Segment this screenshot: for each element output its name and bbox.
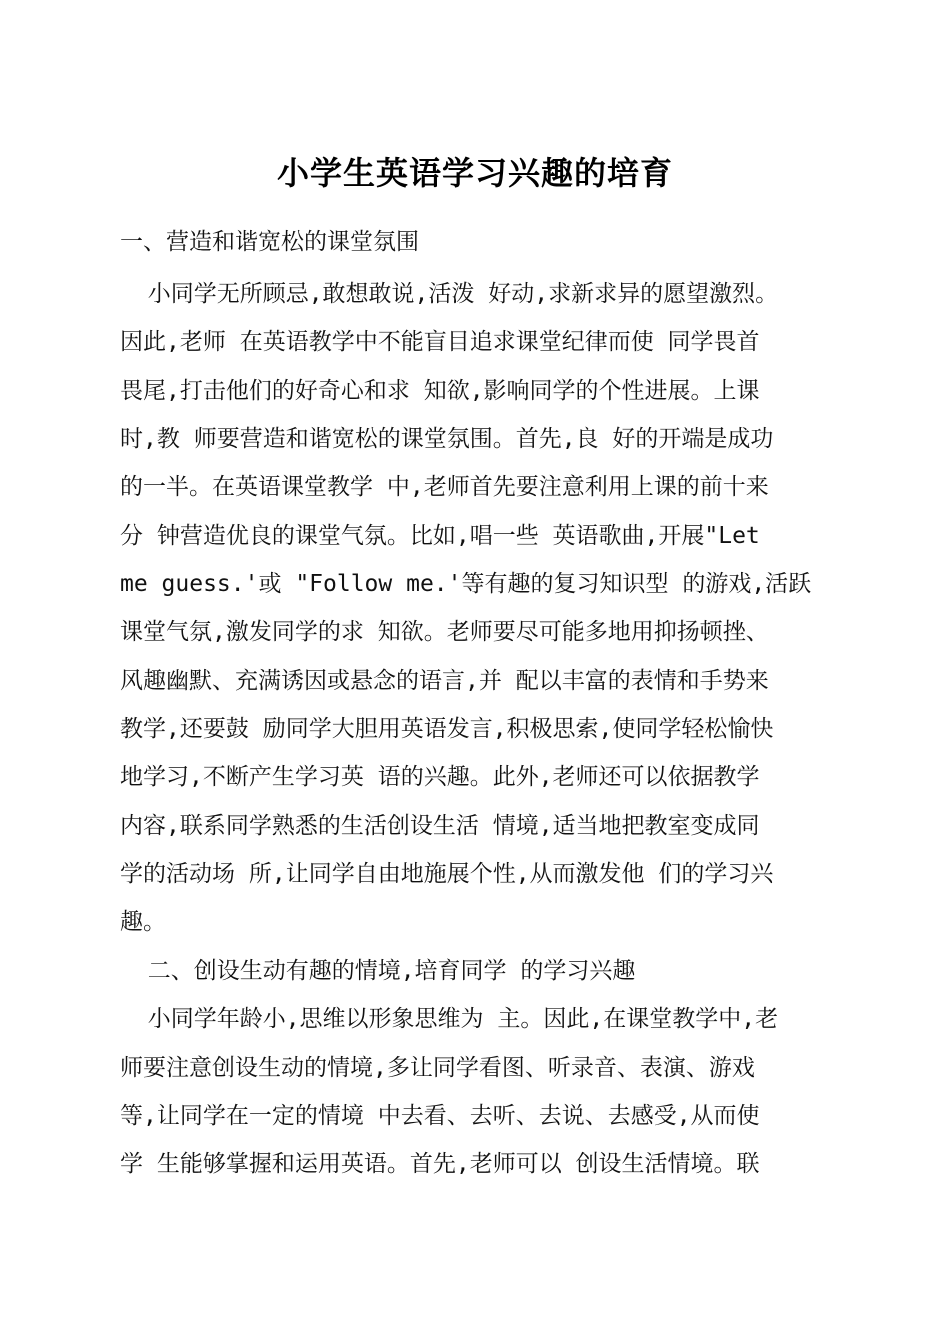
- paragraph-line: 小同学年龄小,思维以形象思维为 主。因此,在课堂教学中,老: [120, 1006, 779, 1032]
- paragraph-line: 地学习,不断产生学习英 语的兴趣。此外,老师还可以依据教学: [120, 764, 760, 790]
- paragraph-line: 等,让同学在一定的情境 中去看、去听、去说、去感受,从而使: [120, 1103, 760, 1129]
- paragraph-line: 学的活动场 所,让同学自由地施展个性,从而激发他 们的学习兴: [120, 861, 774, 887]
- paragraph-line: 畏尾,打击他们的好奇心和求 知欲,影响同学的个性进展。上课: [120, 378, 760, 404]
- paragraph-line: 学 生能够掌握和运用英语。首先,老师可以 创设生活情境。联: [120, 1151, 760, 1177]
- paragraph-line: 因此,老师 在英语教学中不能盲目追求课堂纪律而使 同学畏首: [120, 329, 760, 355]
- paragraph-line: 教学,还要鼓 励同学大胆用英语发言,积极思索,使同学轻松愉快: [120, 716, 774, 742]
- paragraph-line: 时,教 师要营造和谐宽松的课堂氛围。首先,良 好的开端是成功: [120, 426, 774, 452]
- paragraph-line: 的一半。在英语课堂教学 中,老师首先要注意利用上课的前十来: [120, 474, 769, 500]
- paragraph-line: 分 钟营造优良的课堂气氛。比如,唱一些 英语歌曲,开展"Let: [120, 523, 760, 549]
- paragraph-line: 课堂气氛,激发同学的求 知欲。老师要尽可能多地用抑扬顿挫、: [120, 619, 769, 645]
- paragraph-line: 风趣幽默、充满诱因或悬念的语言,并 配以丰富的表情和手势来: [120, 668, 769, 694]
- section-heading-2: 二、创设生动有趣的情境,培育同学 的学习兴趣: [120, 958, 636, 984]
- section-heading-1: 一、营造和谐宽松的课堂氛围: [120, 229, 419, 255]
- paragraph-line: 趣。: [120, 909, 166, 935]
- document-title: 小学生英语学习兴趣的培育: [276, 154, 673, 192]
- paragraph-line: 小同学无所顾忌,敢想敢说,活泼 好动,求新求异的愿望激烈。: [120, 281, 779, 307]
- paragraph-line: 内容,联系同学熟悉的生活创设生活 情境,适当地把教室变成同: [120, 813, 760, 839]
- paragraph-line: me guess.'或 "Follow me.'等有趣的复习知识型 的游戏,活跃: [120, 571, 812, 597]
- paragraph-line: 师要注意创设生动的情境,多让同学看图、听录音、表演、游戏: [120, 1055, 755, 1081]
